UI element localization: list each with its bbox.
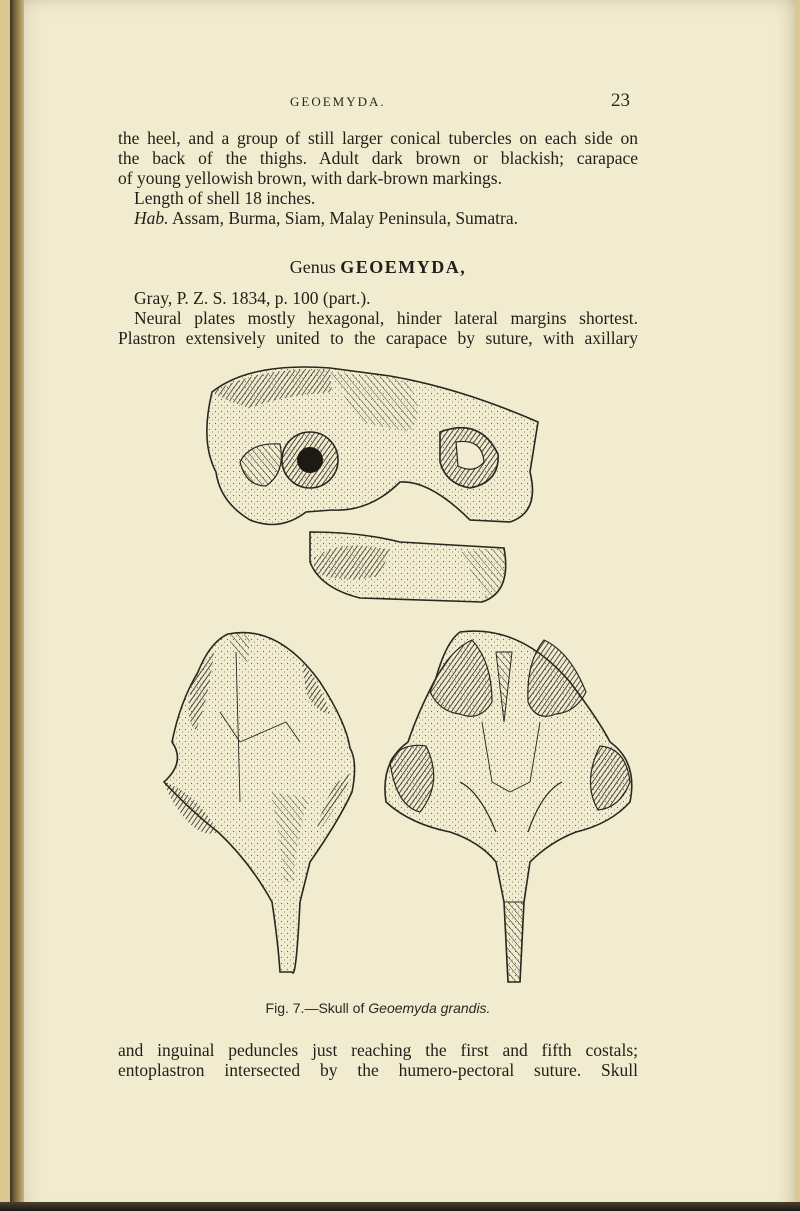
skull-dorsal-view — [164, 633, 355, 974]
text-line: of young yellowish brown, with dark-brown markings. — [118, 168, 502, 188]
hab-text: Assam, Burma, Siam, Malay Peninsula, Sumatra. — [171, 208, 519, 228]
skull-ventral-view — [385, 631, 632, 982]
habitat-line — [118, 208, 638, 228]
paragraph-top — [118, 128, 638, 228]
caption-species: Geoemyda grandis. — [368, 1000, 491, 1016]
text-line: the back of the thighs. Adult dark brown or blackish; carapace — [118, 148, 638, 168]
page-bottom-edge — [0, 1202, 800, 1211]
running-head — [110, 90, 630, 114]
skull-figure — [100, 362, 680, 992]
paragraph-bottom — [118, 1040, 638, 1080]
text-line: Plastron extensively united to the carapace by suture, with axillary — [118, 328, 638, 348]
genus-description — [118, 288, 638, 348]
figure-caption — [118, 1000, 638, 1016]
genus-citation: Gray, P. Z. S. 1834, p. 100 (part.). — [134, 288, 371, 308]
skull-illustration — [100, 362, 680, 992]
skull-lateral-view — [207, 367, 538, 602]
text-line: entoplastron intersected by the humero-pectoral suture. Skull — [118, 1060, 638, 1080]
genus-heading — [118, 257, 638, 278]
genus-name: GEOEMYDA, — [340, 257, 467, 277]
genus-prefix: Genus — [289, 257, 336, 277]
hab-label: Hab. — [134, 208, 169, 228]
caption-prefix: Fig. 7.—Skull of — [265, 1000, 365, 1016]
page-binding-shadow — [10, 0, 24, 1211]
page-number: 23 — [611, 90, 630, 111]
running-title: GEOEMYDA. — [290, 94, 386, 109]
text-line: and inguinal peduncles just reaching the first and fifth costals; — [118, 1040, 638, 1060]
text-line: the heel, and a group of still larger conical tubercles on each side on — [118, 128, 638, 148]
text-line: Neural plates mostly hexagonal, hinder lateral margins shortest. — [134, 308, 638, 328]
length-line: Length of shell 18 inches. — [134, 188, 316, 208]
